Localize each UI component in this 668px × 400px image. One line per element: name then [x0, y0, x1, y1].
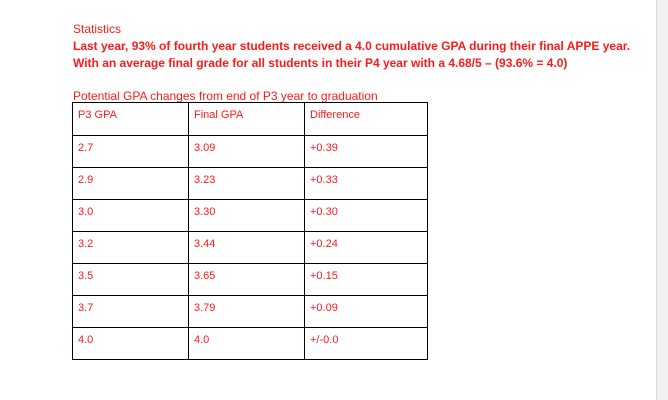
cell-final-gpa: 4.0 [189, 328, 305, 360]
header-p3-gpa: P3 GPA [73, 103, 189, 136]
cell-p3-gpa: 2.9 [73, 168, 189, 200]
cell-p3-gpa: 4.0 [73, 328, 189, 360]
statistics-heading: Statistics [73, 22, 122, 36]
cell-final-gpa: 3.79 [189, 296, 305, 328]
table-row [73, 328, 428, 360]
cell-difference: +0.33 [305, 168, 428, 200]
header-difference: Difference [305, 103, 428, 136]
statistics-line-1: Last year, 93% of fourth year students received a 4.0 cumulative GPA during their final APPE year. [73, 39, 631, 53]
cell-final-gpa: 3.23 [189, 168, 305, 200]
cell-difference: +0.09 [305, 296, 428, 328]
cell-p3-gpa: 3.5 [73, 264, 189, 296]
cell-difference: +0.15 [305, 264, 428, 296]
cell-final-gpa: 3.09 [189, 136, 305, 168]
table-row [73, 136, 428, 168]
gpa-table [72, 102, 428, 360]
table-row [73, 168, 428, 200]
statistics-line-2: With an average final grade for all students in their P4 year with a 4.68/5 – (93.6% = 4.0) [73, 56, 568, 70]
table-row [73, 200, 428, 232]
table-row [73, 232, 428, 264]
table-header-row [73, 103, 428, 136]
cell-p3-gpa: 3.2 [73, 232, 189, 264]
cell-p3-gpa: 2.7 [73, 136, 189, 168]
cell-final-gpa: 3.44 [189, 232, 305, 264]
cell-final-gpa: 3.30 [189, 200, 305, 232]
table-row [73, 296, 428, 328]
cell-final-gpa: 3.65 [189, 264, 305, 296]
table-row [73, 264, 428, 296]
cell-p3-gpa: 3.0 [73, 200, 189, 232]
cell-difference: +0.39 [305, 136, 428, 168]
cell-difference: +0.24 [305, 232, 428, 264]
header-final-gpa: Final GPA [189, 103, 305, 136]
cell-difference: +0.30 [305, 200, 428, 232]
cell-difference: +/-0.0 [305, 328, 428, 360]
cell-p3-gpa: 3.7 [73, 296, 189, 328]
page-edge-shadow [656, 0, 668, 400]
table-caption: Potential GPA changes from end of P3 year to graduation [73, 89, 378, 103]
